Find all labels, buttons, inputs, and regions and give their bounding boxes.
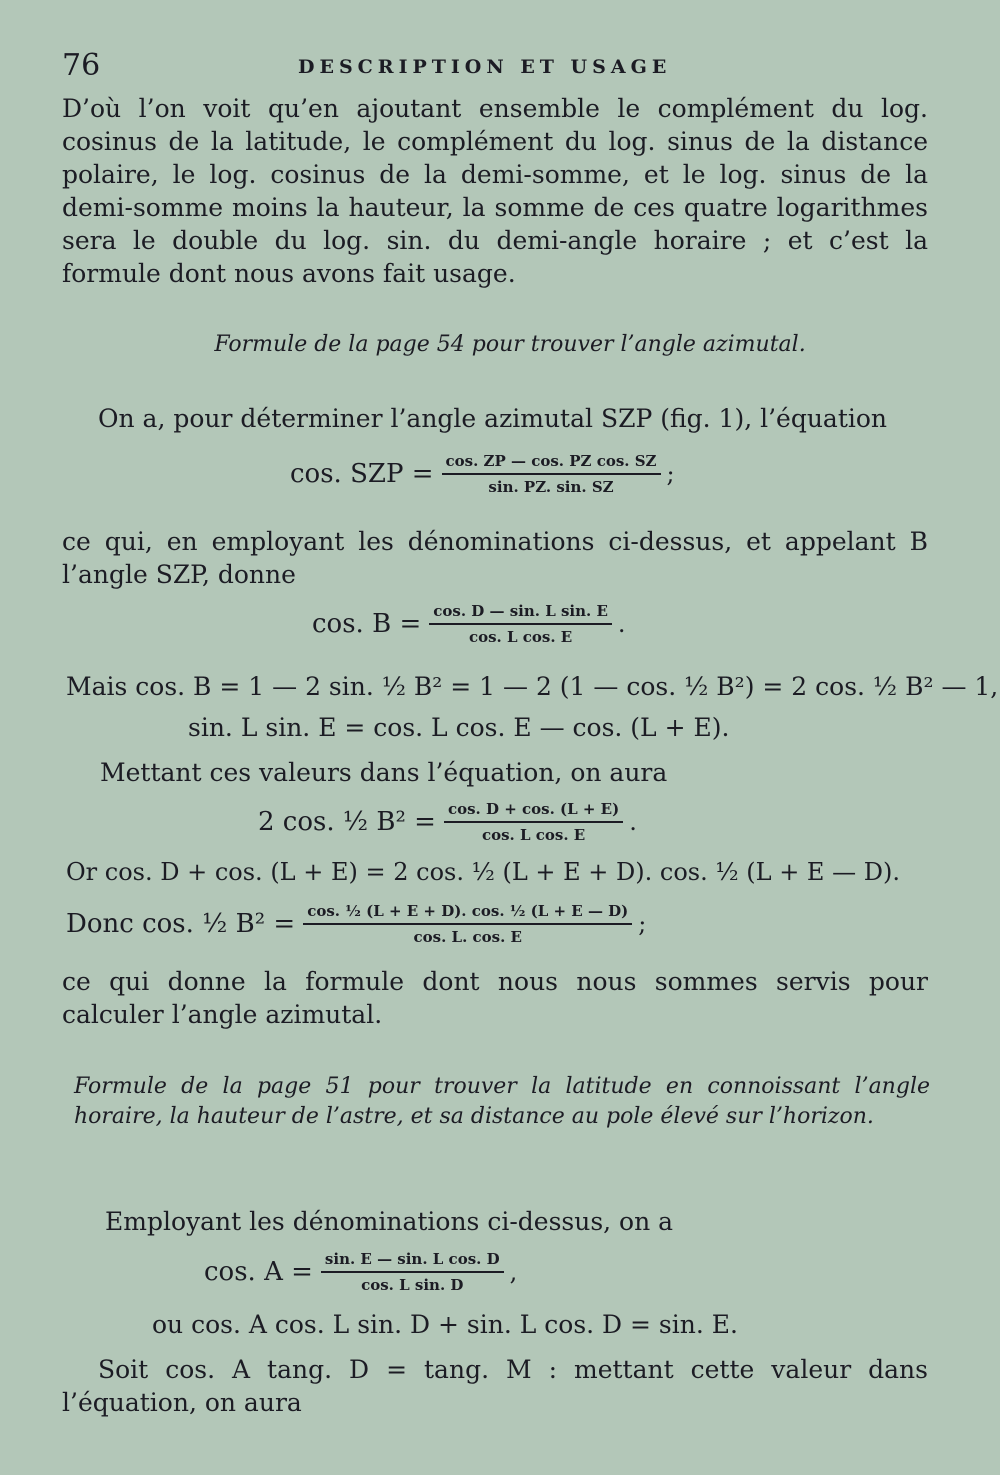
paragraph-azimuth-intro: On a, pour déterminer l’angle azimutal SZP (fig. 1), l’équation bbox=[98, 404, 888, 433]
equation-sin-product: sin. L sin. E = cos. L cos. E — cos. (L + E). bbox=[188, 713, 730, 742]
fraction bbox=[429, 602, 612, 646]
equation-donc bbox=[66, 902, 646, 946]
equation-lhs: Donc cos. ½ B² = bbox=[66, 909, 296, 939]
equation-lhs: cos. B = bbox=[312, 609, 422, 639]
fraction-numerator: sin. E — sin. L cos. D bbox=[321, 1250, 504, 1273]
equation-punctuation: , bbox=[509, 1258, 518, 1286]
page-header bbox=[62, 48, 932, 88]
fraction bbox=[303, 902, 632, 946]
equation-or: Or cos. D + cos. (L + E) = 2 cos. ½ (L + E + D). cos. ½ (L + E — D). bbox=[66, 858, 900, 886]
fraction bbox=[442, 452, 661, 496]
paragraph-conclusion: D’où l’on voit qu’en ajoutant ensemble le complément du log. cosinus de la latitude, le complément du log. sinus de la distance polaire, le log. cosinus de la demi-somme, et le log. sinus de la demi-somme moins la hauteur, la somme de ces quatre logarithmes sera le double du log. sin. du demi-angle horaire ; et c’est la formule dont nous avons fait usage. bbox=[62, 94, 928, 288]
equation-ou: ou cos. A cos. L sin. D + sin. L cos. D = sin. E. bbox=[152, 1310, 738, 1339]
fraction-numerator: cos. D + cos. (L + E) bbox=[444, 800, 623, 823]
fraction-numerator: cos. ½ (L + E + D). cos. ½ (L + E — D) bbox=[303, 902, 632, 925]
equation-cos-szp bbox=[290, 452, 675, 496]
equation-2cos-half-b bbox=[258, 800, 637, 844]
fraction-denominator: cos. L cos. E bbox=[468, 628, 573, 646]
equation-lhs: 2 cos. ½ B² = bbox=[258, 807, 436, 837]
fraction-numerator: cos. ZP — cos. PZ cos. SZ bbox=[442, 452, 661, 475]
fraction-denominator: cos. L sin. D bbox=[361, 1276, 464, 1294]
fraction-numerator: cos. D — sin. L sin. E bbox=[429, 602, 612, 625]
page-number: 76 bbox=[62, 48, 101, 83]
fraction-denominator: cos. L cos. E bbox=[481, 826, 586, 844]
equation-punctuation: ; bbox=[666, 460, 675, 488]
line-employant: Employant les dénominations ci-dessus, on a bbox=[105, 1207, 674, 1236]
section-heading-latitude: Formule de la page 51 pour trouver la latitude en connoissant l’angle horaire, la hauteur de l’astre, et sa distance au pole élevé sur l’horizon. bbox=[74, 1074, 930, 1129]
equation-lhs: cos. SZP = bbox=[290, 459, 434, 489]
fraction-denominator: sin. PZ. sin. SZ bbox=[488, 478, 614, 496]
paragraph-denominations: ce qui, en employant les dénominations ci-dessus, et appelant B l’angle SZP, donne bbox=[62, 527, 928, 589]
line-mettant: Mettant ces valeurs dans l’équation, on aura bbox=[100, 758, 668, 787]
fraction bbox=[444, 800, 623, 844]
equation-punctuation: . bbox=[617, 610, 626, 638]
equation-punctuation: . bbox=[629, 808, 637, 836]
equation-punctuation: ; bbox=[638, 910, 647, 938]
section-heading-azimuth: Formule de la page 54 pour trouver l’angle azimutal. bbox=[214, 332, 806, 357]
equation-lhs: cos. A = bbox=[204, 1257, 313, 1287]
equation-cos-b bbox=[312, 602, 626, 646]
fraction bbox=[321, 1250, 504, 1294]
equation-cos-a bbox=[204, 1250, 517, 1294]
fraction-denominator: cos. L. cos. E bbox=[413, 928, 522, 946]
paragraph-formula-result: ce qui donne la formule dont nous nous sommes servis pour calculer l’angle azimutal. bbox=[62, 967, 928, 1029]
paragraph-soit: Soit cos. A tang. D = tang. M : mettant cette valeur dans l’équation, on aura bbox=[62, 1355, 928, 1417]
running-title: DESCRIPTION ET USAGE bbox=[298, 56, 672, 78]
equation-mais: Mais cos. B = 1 — 2 sin. ½ B² = 1 — 2 (1 — cos. ½ B²) = 2 cos. ½ B² — 1, bbox=[66, 672, 999, 701]
